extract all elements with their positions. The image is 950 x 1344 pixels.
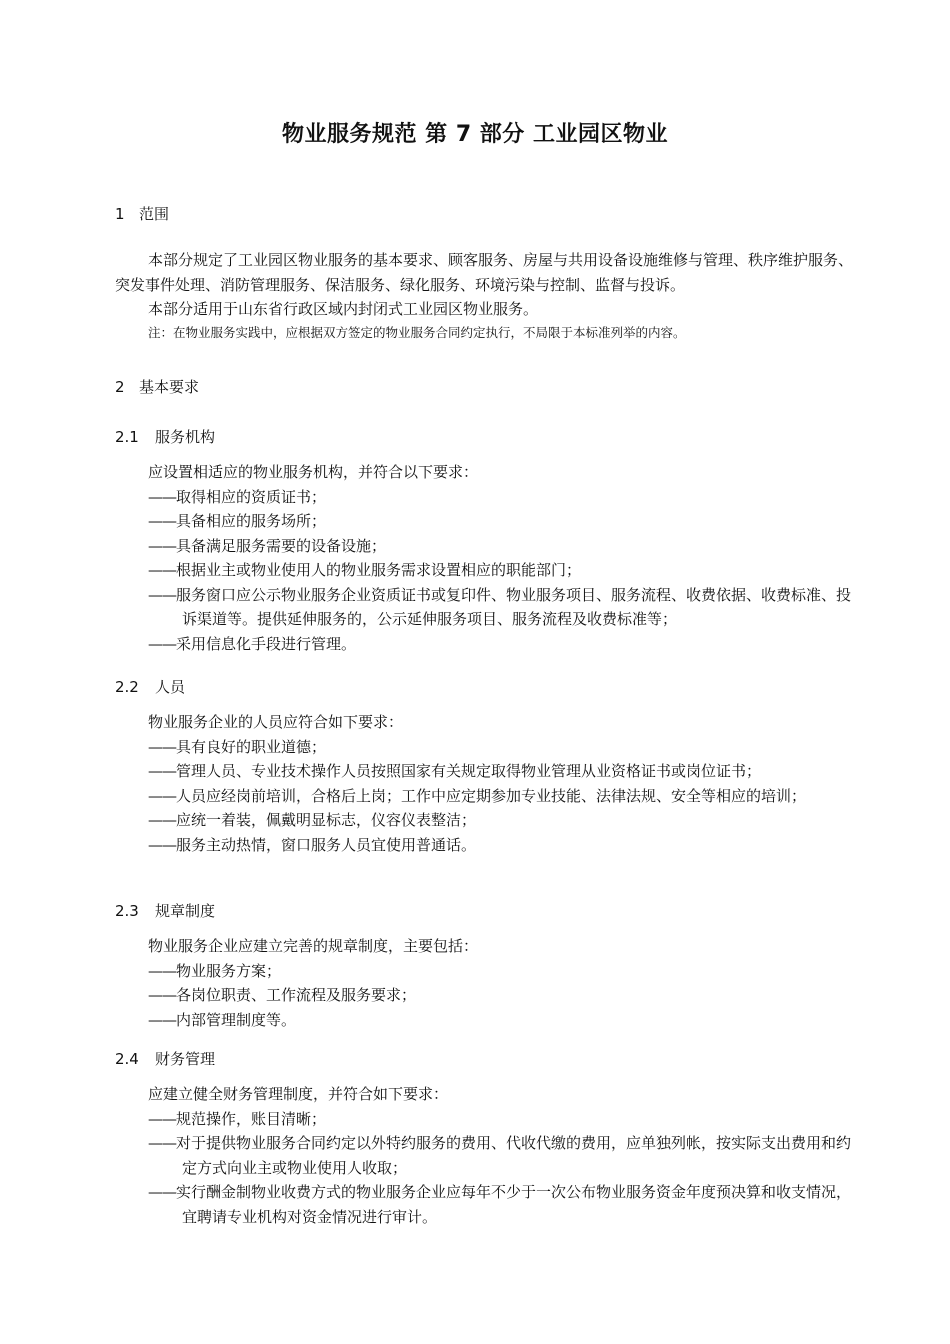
list-item <box>115 583 860 632</box>
section-number: 2.2 <box>115 678 139 696</box>
list-item <box>115 983 860 1008</box>
dash-marker: —— <box>148 561 176 579</box>
section-heading-2-4 <box>115 1048 215 1069</box>
section-number: 2.1 <box>115 428 139 446</box>
section-heading-2 <box>115 376 199 397</box>
dash-marker: —— <box>148 986 176 1004</box>
section-2-4-body <box>115 1082 860 1229</box>
list-item-text: 内部管理制度等。 <box>176 1010 297 1029</box>
section-number: 2 <box>115 378 125 396</box>
dash-marker: —— <box>148 585 176 604</box>
list-item <box>115 509 860 534</box>
list-item <box>115 1180 860 1229</box>
section-heading-2-1 <box>115 426 215 447</box>
dash-marker: —— <box>148 811 176 829</box>
list-item-text: 取得相应的资质证书； <box>176 487 327 506</box>
list-item-text: 对于提供物业服务合同约定以外特约服务的费用、代收代缴的费用，应单独列帐，按实际支出费用和约定方式向业主或物业使用人收取； <box>176 1134 852 1177</box>
list-item-text: 采用信息化手段进行管理。 <box>176 634 357 653</box>
note: 注：在物业服务实践中，应根据双方签定的物业服务合同约定执行，不局限于本标准列举的内容。 <box>148 324 686 340</box>
section-title: 范围 <box>139 205 170 223</box>
list-item <box>115 485 860 510</box>
dash-marker: —— <box>148 762 176 780</box>
paragraph: 物业服务企业应建立完善的规章制度，主要包括： <box>148 937 479 955</box>
list-item <box>115 1131 860 1180</box>
list-item-text: 管理人员、专业技术操作人员按照国家有关规定取得物业管理从业资格证书或岗位证书； <box>176 762 762 780</box>
section-title: 服务机构 <box>155 428 216 446</box>
list-item <box>115 759 860 784</box>
dash-marker: —— <box>148 487 176 506</box>
section-number: 1 <box>115 205 125 223</box>
list-item <box>115 1107 860 1132</box>
list-item <box>115 735 860 760</box>
paragraph: 物业服务企业的人员应符合如下要求： <box>148 713 404 731</box>
paragraph: 应设置相适应的物业服务机构，并符合以下要求： <box>148 463 479 481</box>
section-number: 2.3 <box>115 902 139 920</box>
dash-marker: —— <box>148 634 176 653</box>
paragraph: 本部分适用于山东省行政区域内封闭式工业园区物业服务。 <box>148 300 539 318</box>
list-item-text: 具有良好的职业道德； <box>176 737 327 756</box>
dash-marker: —— <box>148 1134 176 1152</box>
list-item-text: 服务主动热情，窗口服务人员宜使用普通话。 <box>176 835 477 854</box>
list-item-text: 根据业主或物业使用人的物业服务需求设置相应的职能部门； <box>176 561 582 579</box>
list-item <box>115 534 860 559</box>
dash-marker: —— <box>148 536 176 555</box>
paragraph: 应建立健全财务管理制度，并符合如下要求： <box>148 1085 449 1103</box>
dash-marker: —— <box>148 512 176 530</box>
dash-marker: —— <box>148 961 176 980</box>
document-title: 物业服务规范 第 7 部分 工业园区物业 <box>282 122 668 147</box>
list-item-text: 具备相应的服务场所； <box>176 512 327 530</box>
list-item <box>115 784 860 809</box>
list-item-text: 服务窗口应公示物业服务企业资质证书或复印件、物业服务项目、服务流程、收费依据、收费标准、投诉渠道等。提供延伸服务的，公示延伸服务项目、服务流程及收费标准等； <box>176 585 852 628</box>
section-title: 人员 <box>155 678 186 696</box>
dash-marker: —— <box>148 1109 176 1128</box>
section-2-3-body <box>115 934 860 1032</box>
list-item <box>115 632 860 657</box>
section-heading-1 <box>115 203 169 224</box>
list-item-text: 实行酬金制物业收费方式的物业服务企业应每年不少于一次公布物业服务资金年度预决算和收支情况，宜聘请专业机构对资金情况进行审计。 <box>176 1183 852 1226</box>
section-2-2-body <box>115 710 860 857</box>
paragraph: 本部分规定了工业园区物业服务的基本要求、顾客服务、房屋与共用设备设施维修与管理、秩序维护服务、突发事件处理、消防管理服务、保洁服务、绿化服务、环境污染与控制、监督与投诉。 <box>115 251 854 294</box>
list-item-text: 人员应经岗前培训，合格后上岗；工作中应定期参加专业技能、法律法规、安全等相应的培训； <box>176 786 807 805</box>
section-title: 基本要求 <box>139 378 200 396</box>
list-item-text: 各岗位职责、工作流程及服务要求； <box>176 986 417 1004</box>
list-item <box>115 558 860 583</box>
list-item-text: 具备满足服务需要的设备设施； <box>176 536 387 555</box>
section-2-1-body <box>115 460 860 656</box>
dash-marker: —— <box>148 1010 176 1029</box>
list-item <box>115 1008 860 1033</box>
section-heading-2-3 <box>115 900 215 921</box>
dash-marker: —— <box>148 737 176 756</box>
list-item-text: 物业服务方案； <box>176 961 282 980</box>
dash-marker: —— <box>148 835 176 854</box>
section-title: 财务管理 <box>155 1050 216 1068</box>
section-title: 规章制度 <box>155 902 216 920</box>
section-number: 2.4 <box>115 1050 139 1068</box>
dash-marker: —— <box>148 1183 176 1201</box>
list-item <box>115 808 860 833</box>
list-item <box>115 833 860 858</box>
list-item-text: 规范操作，账目清晰； <box>176 1109 327 1128</box>
section-1-body <box>115 248 860 344</box>
dash-marker: —— <box>148 786 176 805</box>
list-item-text: 应统一着装，佩戴明显标志，仪容仪表整洁； <box>176 811 477 829</box>
section-heading-2-2 <box>115 676 185 697</box>
list-item <box>115 959 860 984</box>
